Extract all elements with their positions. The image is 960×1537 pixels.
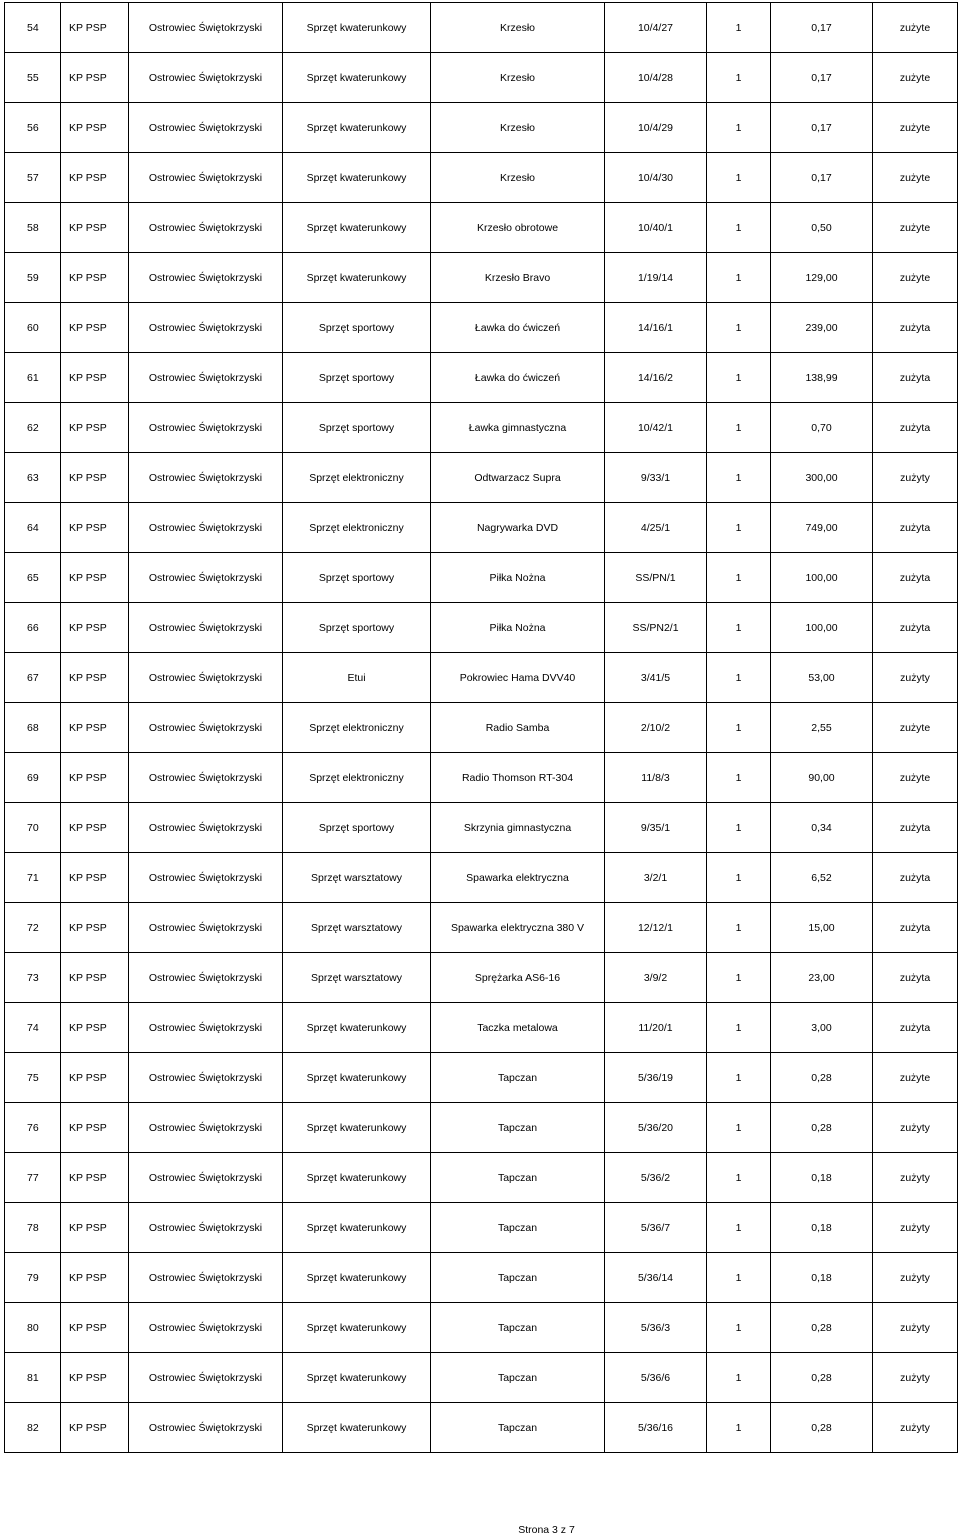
city-cell: Ostrowiec Świętokrzyski — [129, 1303, 283, 1353]
item-name-cell: Tapczan — [431, 1053, 605, 1103]
inventory-number-cell: 3/2/1 — [605, 853, 707, 903]
table-row — [5, 953, 958, 1003]
status-cell: zużyta — [873, 503, 958, 553]
quantity-cell: 1 — [707, 1053, 771, 1103]
row-number: 63 — [5, 453, 61, 503]
status-cell: zużyta — [873, 553, 958, 603]
inventory-number-cell: 1/19/14 — [605, 253, 707, 303]
unit-cell: KP PSP — [61, 153, 129, 203]
status-cell: zużyta — [873, 353, 958, 403]
item-name-cell: Pokrowiec Hama DVV40 — [431, 653, 605, 703]
unit-cell: KP PSP — [61, 3, 129, 53]
group-cell: Sprzęt kwaterunkowy — [283, 103, 431, 153]
group-cell: Sprzęt kwaterunkowy — [283, 1053, 431, 1103]
city-cell: Ostrowiec Świętokrzyski — [129, 803, 283, 853]
city-cell: Ostrowiec Świętokrzyski — [129, 353, 283, 403]
item-name-cell: Odtwarzacz Supra — [431, 453, 605, 503]
table-row — [5, 153, 958, 203]
value-cell: 0,17 — [771, 103, 873, 153]
unit-cell: KP PSP — [61, 1203, 129, 1253]
table-row — [5, 203, 958, 253]
city-cell: Ostrowiec Świętokrzyski — [129, 403, 283, 453]
row-number: 79 — [5, 1253, 61, 1303]
status-cell: zużyta — [873, 603, 958, 653]
item-name-cell: Tapczan — [431, 1103, 605, 1153]
inventory-number-cell: 5/36/6 — [605, 1353, 707, 1403]
unit-cell: KP PSP — [61, 753, 129, 803]
city-cell: Ostrowiec Świętokrzyski — [129, 603, 283, 653]
group-cell: Sprzęt kwaterunkowy — [283, 1003, 431, 1053]
city-cell: Ostrowiec Świętokrzyski — [129, 953, 283, 1003]
value-cell: 0,50 — [771, 203, 873, 253]
group-cell: Sprzęt warsztatowy — [283, 853, 431, 903]
quantity-cell: 1 — [707, 3, 771, 53]
unit-cell: KP PSP — [61, 903, 129, 953]
row-number: 81 — [5, 1353, 61, 1403]
inventory-number-cell: 10/4/29 — [605, 103, 707, 153]
status-cell: zużyta — [873, 903, 958, 953]
quantity-cell: 1 — [707, 653, 771, 703]
quantity-cell: 1 — [707, 1253, 771, 1303]
city-cell: Ostrowiec Świętokrzyski — [129, 753, 283, 803]
quantity-cell: 1 — [707, 753, 771, 803]
value-cell: 0,70 — [771, 403, 873, 453]
row-number: 58 — [5, 203, 61, 253]
unit-cell: KP PSP — [61, 303, 129, 353]
quantity-cell: 1 — [707, 453, 771, 503]
group-cell: Sprzęt kwaterunkowy — [283, 1403, 431, 1453]
unit-cell: KP PSP — [61, 653, 129, 703]
value-cell: 129,00 — [771, 253, 873, 303]
inventory-number-cell: SS/PN/1 — [605, 553, 707, 603]
city-cell: Ostrowiec Świętokrzyski — [129, 1353, 283, 1403]
row-number: 66 — [5, 603, 61, 653]
unit-cell: KP PSP — [61, 1403, 129, 1453]
value-cell: 0,18 — [771, 1253, 873, 1303]
unit-cell: KP PSP — [61, 253, 129, 303]
status-cell: zużyty — [873, 1203, 958, 1253]
table-row — [5, 253, 958, 303]
value-cell: 0,17 — [771, 153, 873, 203]
value-cell: 100,00 — [771, 553, 873, 603]
row-number: 73 — [5, 953, 61, 1003]
value-cell: 6,52 — [771, 853, 873, 903]
item-name-cell: Skrzynia gimnastyczna — [431, 803, 605, 853]
status-cell: zużyty — [873, 653, 958, 703]
table-row — [5, 503, 958, 553]
quantity-cell: 1 — [707, 1203, 771, 1253]
table-row — [5, 1053, 958, 1103]
table-row — [5, 653, 958, 703]
status-cell: zużyte — [873, 103, 958, 153]
value-cell: 0,18 — [771, 1153, 873, 1203]
inventory-number-cell: 14/16/1 — [605, 303, 707, 353]
table-row — [5, 853, 958, 903]
inventory-number-cell: 10/42/1 — [605, 403, 707, 453]
quantity-cell: 1 — [707, 1103, 771, 1153]
inventory-number-cell: 5/36/20 — [605, 1103, 707, 1153]
group-cell: Sprzęt elektroniczny — [283, 703, 431, 753]
group-cell: Sprzęt kwaterunkowy — [283, 203, 431, 253]
unit-cell: KP PSP — [61, 1003, 129, 1053]
quantity-cell: 1 — [707, 553, 771, 603]
group-cell: Sprzęt kwaterunkowy — [283, 1153, 431, 1203]
unit-cell: KP PSP — [61, 953, 129, 1003]
item-name-cell: Tapczan — [431, 1303, 605, 1353]
unit-cell: KP PSP — [61, 353, 129, 403]
item-name-cell: Krzesło obrotowe — [431, 203, 605, 253]
quantity-cell: 1 — [707, 853, 771, 903]
item-name-cell: Ławka do ćwiczeń — [431, 303, 605, 353]
group-cell: Sprzęt kwaterunkowy — [283, 53, 431, 103]
group-cell: Sprzęt sportowy — [283, 603, 431, 653]
inventory-number-cell: 5/36/14 — [605, 1253, 707, 1303]
item-name-cell: Krzesło — [431, 103, 605, 153]
item-name-cell: Radio Samba — [431, 703, 605, 753]
row-number: 80 — [5, 1303, 61, 1353]
city-cell: Ostrowiec Świętokrzyski — [129, 103, 283, 153]
inventory-number-cell: 5/36/7 — [605, 1203, 707, 1253]
inventory-number-cell: 10/4/28 — [605, 53, 707, 103]
table-row — [5, 403, 958, 453]
city-cell: Ostrowiec Świętokrzyski — [129, 253, 283, 303]
unit-cell: KP PSP — [61, 1353, 129, 1403]
value-cell: 300,00 — [771, 453, 873, 503]
unit-cell: KP PSP — [61, 1103, 129, 1153]
group-cell: Sprzęt warsztatowy — [283, 953, 431, 1003]
value-cell: 15,00 — [771, 903, 873, 953]
group-cell: Sprzęt kwaterunkowy — [283, 1103, 431, 1153]
inventory-number-cell: 4/25/1 — [605, 503, 707, 553]
inventory-rows — [5, 3, 958, 1453]
group-cell: Sprzęt sportowy — [283, 303, 431, 353]
row-number: 74 — [5, 1003, 61, 1053]
status-cell: zużyte — [873, 153, 958, 203]
value-cell: 100,00 — [771, 603, 873, 653]
table-row — [5, 553, 958, 603]
table-row — [5, 1003, 958, 1053]
item-name-cell: Krzesło Bravo — [431, 253, 605, 303]
inventory-number-cell: 2/10/2 — [605, 703, 707, 753]
status-cell: zużyty — [873, 1303, 958, 1353]
row-number: 68 — [5, 703, 61, 753]
status-cell: zużyty — [873, 1253, 958, 1303]
item-name-cell: Piłka Nożna — [431, 553, 605, 603]
row-number: 62 — [5, 403, 61, 453]
group-cell: Sprzęt kwaterunkowy — [283, 1203, 431, 1253]
page-number: Strona 3 z 7 — [518, 1524, 575, 1536]
group-cell: Sprzęt kwaterunkowy — [283, 153, 431, 203]
item-name-cell: Tapczan — [431, 1253, 605, 1303]
value-cell: 3,00 — [771, 1003, 873, 1053]
row-number: 61 — [5, 353, 61, 403]
city-cell: Ostrowiec Świętokrzyski — [129, 553, 283, 603]
item-name-cell: Radio Thomson RT-304 — [431, 753, 605, 803]
table-row — [5, 3, 958, 53]
inventory-number-cell: 5/36/19 — [605, 1053, 707, 1103]
table-row — [5, 1303, 958, 1353]
inventory-number-cell: 11/20/1 — [605, 1003, 707, 1053]
city-cell: Ostrowiec Świętokrzyski — [129, 1053, 283, 1103]
unit-cell: KP PSP — [61, 103, 129, 153]
city-cell: Ostrowiec Świętokrzyski — [129, 703, 283, 753]
table-row — [5, 753, 958, 803]
inventory-number-cell: 11/8/3 — [605, 753, 707, 803]
item-name-cell: Spawarka elektryczna — [431, 853, 605, 903]
item-name-cell: Tapczan — [431, 1153, 605, 1203]
row-number: 82 — [5, 1403, 61, 1453]
value-cell: 138,99 — [771, 353, 873, 403]
city-cell: Ostrowiec Świętokrzyski — [129, 503, 283, 553]
row-number: 77 — [5, 1153, 61, 1203]
quantity-cell: 1 — [707, 53, 771, 103]
status-cell: zużyta — [873, 1003, 958, 1053]
group-cell: Sprzęt kwaterunkowy — [283, 1303, 431, 1353]
quantity-cell: 1 — [707, 203, 771, 253]
group-cell: Sprzęt kwaterunkowy — [283, 253, 431, 303]
city-cell: Ostrowiec Świętokrzyski — [129, 1203, 283, 1253]
unit-cell: KP PSP — [61, 803, 129, 853]
inventory-number-cell: 3/41/5 — [605, 653, 707, 703]
quantity-cell: 1 — [707, 603, 771, 653]
inventory-number-cell: 10/4/27 — [605, 3, 707, 53]
quantity-cell: 1 — [707, 703, 771, 753]
unit-cell: KP PSP — [61, 503, 129, 553]
quantity-cell: 1 — [707, 403, 771, 453]
status-cell: zużyta — [873, 953, 958, 1003]
unit-cell: KP PSP — [61, 1253, 129, 1303]
table-row — [5, 1253, 958, 1303]
row-number: 65 — [5, 553, 61, 603]
inventory-number-cell: 5/36/2 — [605, 1153, 707, 1203]
unit-cell: KP PSP — [61, 53, 129, 103]
unit-cell: KP PSP — [61, 453, 129, 503]
inventory-number-cell: 14/16/2 — [605, 353, 707, 403]
row-number: 55 — [5, 53, 61, 103]
inventory-number-cell: 10/40/1 — [605, 203, 707, 253]
table-row — [5, 1103, 958, 1153]
city-cell: Ostrowiec Świętokrzyski — [129, 1253, 283, 1303]
status-cell: zużyty — [873, 1103, 958, 1153]
row-number: 76 — [5, 1103, 61, 1153]
value-cell: 0,28 — [771, 1053, 873, 1103]
group-cell: Sprzęt sportowy — [283, 403, 431, 453]
group-cell: Sprzęt kwaterunkowy — [283, 3, 431, 53]
table-row — [5, 1403, 958, 1453]
city-cell: Ostrowiec Świętokrzyski — [129, 153, 283, 203]
table-row — [5, 703, 958, 753]
status-cell: zużyta — [873, 853, 958, 903]
city-cell: Ostrowiec Świętokrzyski — [129, 903, 283, 953]
value-cell: 23,00 — [771, 953, 873, 1003]
table-row — [5, 1353, 958, 1403]
quantity-cell: 1 — [707, 153, 771, 203]
quantity-cell: 1 — [707, 1353, 771, 1403]
row-number: 71 — [5, 853, 61, 903]
group-cell: Sprzęt kwaterunkowy — [283, 1253, 431, 1303]
table-row — [5, 1153, 958, 1203]
value-cell: 0,28 — [771, 1303, 873, 1353]
value-cell: 0,17 — [771, 53, 873, 103]
quantity-cell: 1 — [707, 903, 771, 953]
group-cell: Sprzęt kwaterunkowy — [283, 1353, 431, 1403]
item-name-cell: Nagrywarka DVD — [431, 503, 605, 553]
value-cell: 0,17 — [771, 3, 873, 53]
row-number: 54 — [5, 3, 61, 53]
table-row — [5, 603, 958, 653]
group-cell: Sprzęt elektroniczny — [283, 453, 431, 503]
status-cell: zużyta — [873, 803, 958, 853]
group-cell: Sprzęt elektroniczny — [283, 753, 431, 803]
inventory-number-cell: 10/4/30 — [605, 153, 707, 203]
value-cell: 53,00 — [771, 653, 873, 703]
item-name-cell: Krzesło — [431, 53, 605, 103]
status-cell: zużyty — [873, 1153, 958, 1203]
quantity-cell: 1 — [707, 353, 771, 403]
row-number: 59 — [5, 253, 61, 303]
status-cell: zużyte — [873, 1053, 958, 1103]
city-cell: Ostrowiec Świętokrzyski — [129, 1153, 283, 1203]
item-name-cell: Spawarka elektryczna 380 V — [431, 903, 605, 953]
status-cell: zużyta — [873, 303, 958, 353]
table-row — [5, 803, 958, 853]
table-row — [5, 53, 958, 103]
city-cell: Ostrowiec Świętokrzyski — [129, 1103, 283, 1153]
row-number: 64 — [5, 503, 61, 553]
city-cell: Ostrowiec Świętokrzyski — [129, 1403, 283, 1453]
item-name-cell: Krzesło — [431, 3, 605, 53]
quantity-cell: 1 — [707, 503, 771, 553]
status-cell: zużyte — [873, 3, 958, 53]
row-number: 78 — [5, 1203, 61, 1253]
row-number: 75 — [5, 1053, 61, 1103]
unit-cell: KP PSP — [61, 603, 129, 653]
table-row — [5, 1203, 958, 1253]
city-cell: Ostrowiec Świętokrzyski — [129, 53, 283, 103]
inventory-number-cell: 9/33/1 — [605, 453, 707, 503]
value-cell: 0,28 — [771, 1403, 873, 1453]
city-cell: Ostrowiec Świętokrzyski — [129, 203, 283, 253]
quantity-cell: 1 — [707, 1153, 771, 1203]
value-cell: 0,28 — [771, 1103, 873, 1153]
group-cell: Sprzęt sportowy — [283, 803, 431, 853]
quantity-cell: 1 — [707, 803, 771, 853]
row-number: 60 — [5, 303, 61, 353]
row-number: 72 — [5, 903, 61, 953]
quantity-cell: 1 — [707, 103, 771, 153]
unit-cell: KP PSP — [61, 1153, 129, 1203]
row-number: 57 — [5, 153, 61, 203]
status-cell: zużyte — [873, 53, 958, 103]
row-number: 69 — [5, 753, 61, 803]
quantity-cell: 1 — [707, 303, 771, 353]
quantity-cell: 1 — [707, 953, 771, 1003]
group-cell: Etui — [283, 653, 431, 703]
table-row — [5, 353, 958, 403]
quantity-cell: 1 — [707, 253, 771, 303]
row-number: 56 — [5, 103, 61, 153]
city-cell: Ostrowiec Świętokrzyski — [129, 653, 283, 703]
item-name-cell: Krzesło — [431, 153, 605, 203]
status-cell: zużyte — [873, 703, 958, 753]
quantity-cell: 1 — [707, 1303, 771, 1353]
status-cell: zużyty — [873, 1403, 958, 1453]
inventory-table — [4, 2, 958, 1453]
table-row — [5, 303, 958, 353]
unit-cell: KP PSP — [61, 203, 129, 253]
status-cell: zużyty — [873, 1353, 958, 1403]
status-cell: zużyte — [873, 253, 958, 303]
unit-cell: KP PSP — [61, 1053, 129, 1103]
inventory-number-cell: SS/PN2/1 — [605, 603, 707, 653]
table-row — [5, 903, 958, 953]
item-name-cell: Tapczan — [431, 1203, 605, 1253]
city-cell: Ostrowiec Świętokrzyski — [129, 303, 283, 353]
unit-cell: KP PSP — [61, 403, 129, 453]
status-cell: zużyte — [873, 753, 958, 803]
item-name-cell: Ławka do ćwiczeń — [431, 353, 605, 403]
item-name-cell: Sprężarka AS6-16 — [431, 953, 605, 1003]
item-name-cell: Tapczan — [431, 1353, 605, 1403]
inventory-number-cell: 12/12/1 — [605, 903, 707, 953]
inventory-number-cell: 5/36/3 — [605, 1303, 707, 1353]
value-cell: 0,28 — [771, 1353, 873, 1403]
value-cell: 0,18 — [771, 1203, 873, 1253]
quantity-cell: 1 — [707, 1003, 771, 1053]
value-cell: 239,00 — [771, 303, 873, 353]
status-cell: zużyte — [873, 203, 958, 253]
item-name-cell: Taczka metalowa — [431, 1003, 605, 1053]
row-number: 67 — [5, 653, 61, 703]
value-cell: 90,00 — [771, 753, 873, 803]
value-cell: 2,55 — [771, 703, 873, 753]
item-name-cell: Ławka gimnastyczna — [431, 403, 605, 453]
status-cell: zużyta — [873, 403, 958, 453]
item-name-cell: Piłka Nożna — [431, 603, 605, 653]
value-cell: 749,00 — [771, 503, 873, 553]
inventory-number-cell: 3/9/2 — [605, 953, 707, 1003]
group-cell: Sprzęt sportowy — [283, 353, 431, 403]
inventory-number-cell: 5/36/16 — [605, 1403, 707, 1453]
unit-cell: KP PSP — [61, 703, 129, 753]
unit-cell: KP PSP — [61, 553, 129, 603]
city-cell: Ostrowiec Świętokrzyski — [129, 853, 283, 903]
row-number: 70 — [5, 803, 61, 853]
city-cell: Ostrowiec Świętokrzyski — [129, 453, 283, 503]
inventory-number-cell: 9/35/1 — [605, 803, 707, 853]
group-cell: Sprzęt sportowy — [283, 553, 431, 603]
city-cell: Ostrowiec Świętokrzyski — [129, 1003, 283, 1053]
table-row — [5, 453, 958, 503]
value-cell: 0,34 — [771, 803, 873, 853]
group-cell: Sprzęt warsztatowy — [283, 903, 431, 953]
city-cell: Ostrowiec Świętokrzyski — [129, 3, 283, 53]
unit-cell: KP PSP — [61, 1303, 129, 1353]
quantity-cell: 1 — [707, 1403, 771, 1453]
table-row — [5, 103, 958, 153]
group-cell: Sprzęt elektroniczny — [283, 503, 431, 553]
item-name-cell: Tapczan — [431, 1403, 605, 1453]
status-cell: zużyty — [873, 453, 958, 503]
unit-cell: KP PSP — [61, 853, 129, 903]
